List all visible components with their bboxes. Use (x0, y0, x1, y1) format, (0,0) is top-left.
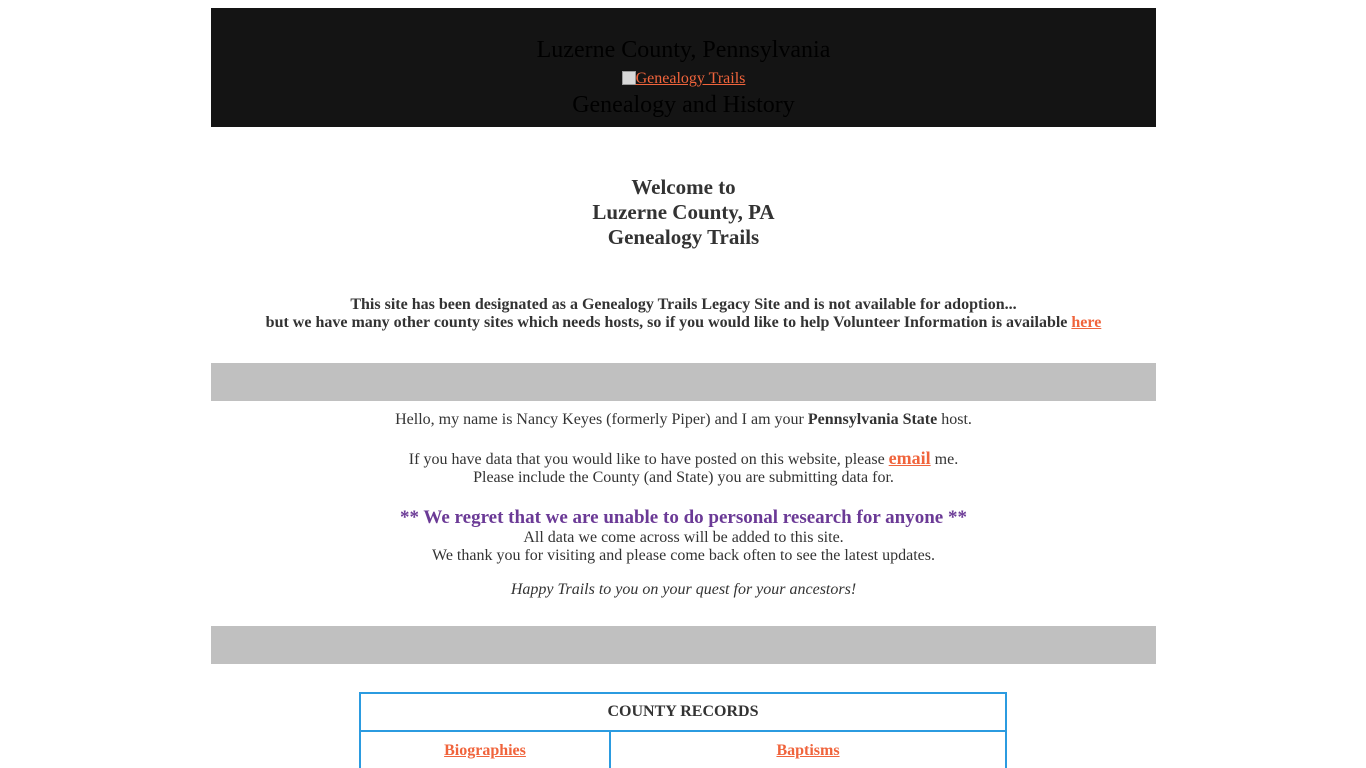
thanks-line: We thank you for visiting and please come back often to see the latest updates. (432, 547, 935, 564)
legacy-line-2 (211, 314, 1156, 332)
records-cell-biographies (360, 731, 610, 768)
added-line: All data we come across will be added to this site. (523, 529, 844, 546)
legacy-notice (211, 296, 1156, 332)
hello-state: Pennsylvania State (807, 411, 938, 428)
data-suffix: me. (934, 451, 959, 468)
email-link[interactable]: email (888, 448, 931, 468)
county-records-table (359, 692, 1007, 768)
happy-trails-line: Happy Trails to you on your quest for your ancestors! (510, 581, 857, 598)
include-line: Please include the County (and State) you are submitting data for. (473, 469, 894, 486)
data-prefix: If you have data that you would like to have posted on this website, please (408, 451, 885, 468)
baptisms-link[interactable]: Baptisms (776, 742, 840, 759)
welcome-line-1: Welcome to (631, 175, 736, 199)
divider-bar-bottom (211, 626, 1156, 664)
site-title: Luzerne County, Pennsylvania (536, 37, 831, 63)
regret-notice: ** We regret that we are unable to do personal research for anyone ** (400, 507, 967, 528)
volunteer-here-link[interactable]: here (1071, 314, 1102, 331)
divider-bar-top (211, 363, 1156, 401)
county-records-heading: COUNTY RECORDS (360, 693, 1006, 731)
logo-alt-text: Genealogy Trails (635, 70, 746, 87)
legacy-line-2-text: but we have many other county sites which needs hosts, so if you would like to help Volunteer Information is available (265, 314, 1068, 331)
welcome-line-2: Luzerne County, PA (592, 200, 775, 224)
site-subtitle: Genealogy and History (572, 92, 795, 118)
records-cell-baptisms (610, 731, 1006, 768)
hello-suffix: host. (941, 411, 972, 428)
data-line (211, 449, 1156, 469)
records-link-row (360, 731, 1006, 768)
legacy-line-1: This site has been designated as a Genealogy Trails Legacy Site and is not available for adoption... (350, 296, 1017, 313)
header-banner (211, 8, 1156, 127)
genealogy-trails-logo-link[interactable] (211, 70, 1156, 88)
biographies-link[interactable]: Biographies (444, 742, 526, 759)
hello-line (211, 411, 1156, 429)
hello-prefix: Hello, my name is Nancy Keyes (formerly Piper) and I am your (395, 411, 804, 428)
welcome-line-3: Genealogy Trails (607, 225, 760, 249)
host-intro (211, 411, 1156, 599)
broken-image-icon (622, 71, 636, 85)
records-heading-row (360, 693, 1006, 731)
welcome-heading (211, 175, 1156, 250)
